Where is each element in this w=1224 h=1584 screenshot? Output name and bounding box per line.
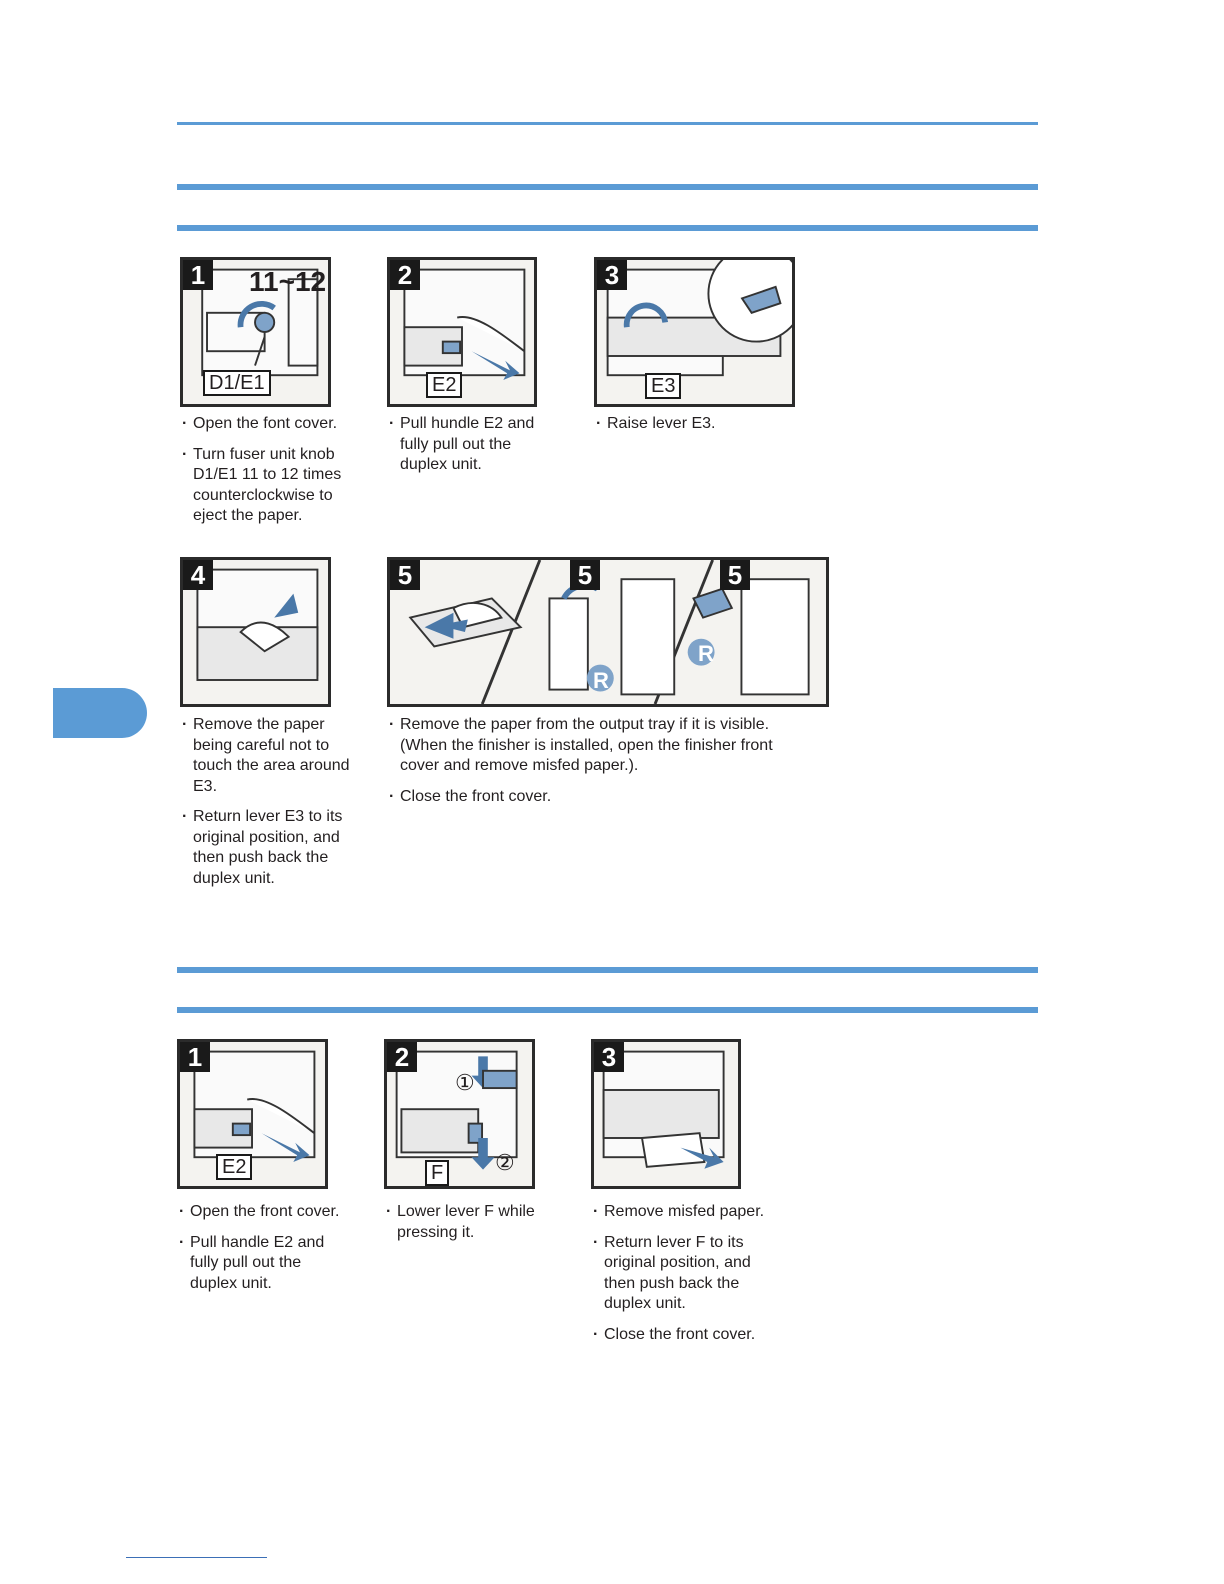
handle-label: E2 (426, 372, 462, 398)
figure-b1 (177, 1039, 328, 1189)
figure-b2 (384, 1039, 535, 1189)
step-number: 1 (180, 1042, 210, 1072)
instruction-line: · Close the front cover. (389, 787, 789, 808)
release-label: R (698, 641, 714, 666)
instruction-line: · Return lever F to its original position, and then push back the duplex unit. (593, 1233, 783, 1315)
step-number: 4 (183, 560, 213, 590)
instruction-line: · Close the front cover. (593, 1325, 783, 1346)
instructions-a2 (389, 414, 554, 486)
chapter-tab (53, 688, 147, 738)
step-number: 5 (720, 560, 750, 590)
instruction-line: · Open the front cover. (179, 1202, 349, 1223)
instruction-line: · Turn fuser unit knob D1/E1 11 to 12 times counterclockwise to eject the paper. (182, 445, 352, 527)
instructions-a3 (596, 414, 796, 445)
header-rule-top (177, 122, 1038, 125)
section-a-rule-bottom (177, 225, 1038, 231)
instruction-line: · Open the font cover. (182, 414, 352, 435)
instruction-line: · Pull handle E2 and fully pull out the duplex unit. (179, 1233, 349, 1295)
instructions-b3 (593, 1202, 783, 1355)
instructions-a4 (182, 715, 352, 899)
handle-label: E2 (216, 1154, 252, 1180)
step-number: 5 (390, 560, 420, 590)
instruction-line: · Lower lever F while pressing it. (386, 1202, 556, 1243)
lever-label: E3 (645, 373, 681, 399)
step-number: 3 (597, 260, 627, 290)
step-number: 2 (387, 1042, 417, 1072)
section-b-rule-bottom (177, 1007, 1038, 1013)
instruction-line: · Remove misfed paper. (593, 1202, 783, 1223)
step-number: 2 (390, 260, 420, 290)
step-marker-2: ② (495, 1150, 515, 1175)
figure-b3 (591, 1039, 741, 1189)
figure-a1 (180, 257, 331, 407)
section-a-rule-top (177, 184, 1038, 190)
instruction-line: · Raise lever E3. (596, 414, 796, 435)
instructions-b1 (179, 1202, 349, 1304)
lever-label: F (425, 1160, 449, 1186)
release-label: R (593, 668, 609, 693)
instructions-a1 (182, 414, 352, 537)
step-number: 1 (183, 260, 213, 290)
step-marker-1: ① (455, 1070, 475, 1095)
instruction-line: · Remove the paper from the output tray if it is visible. (When the finisher is installed, open the finisher front cover and remove misfed paper.). (389, 715, 789, 777)
footer-rule (126, 1557, 267, 1558)
step-number: 5 (570, 560, 600, 590)
step-number: 3 (594, 1042, 624, 1072)
figure-a2 (387, 257, 537, 407)
section-b-rule-top (177, 967, 1038, 973)
figure-a5 (387, 557, 829, 707)
instruction-line: · Remove the paper being careful not to touch the area around E3. (182, 715, 352, 797)
instruction-line: · Pull hundle E2 and fully pull out the duplex unit. (389, 414, 554, 476)
figure-a4 (180, 557, 331, 707)
knob-label: D1/E1 (203, 370, 271, 396)
turn-count-label: 11~12 (249, 266, 327, 297)
instructions-b2 (386, 1202, 556, 1253)
figure-a3 (594, 257, 795, 407)
instruction-line: · Return lever E3 to its original position, and then push back the duplex unit. (182, 807, 352, 889)
instructions-a5 (389, 715, 789, 817)
